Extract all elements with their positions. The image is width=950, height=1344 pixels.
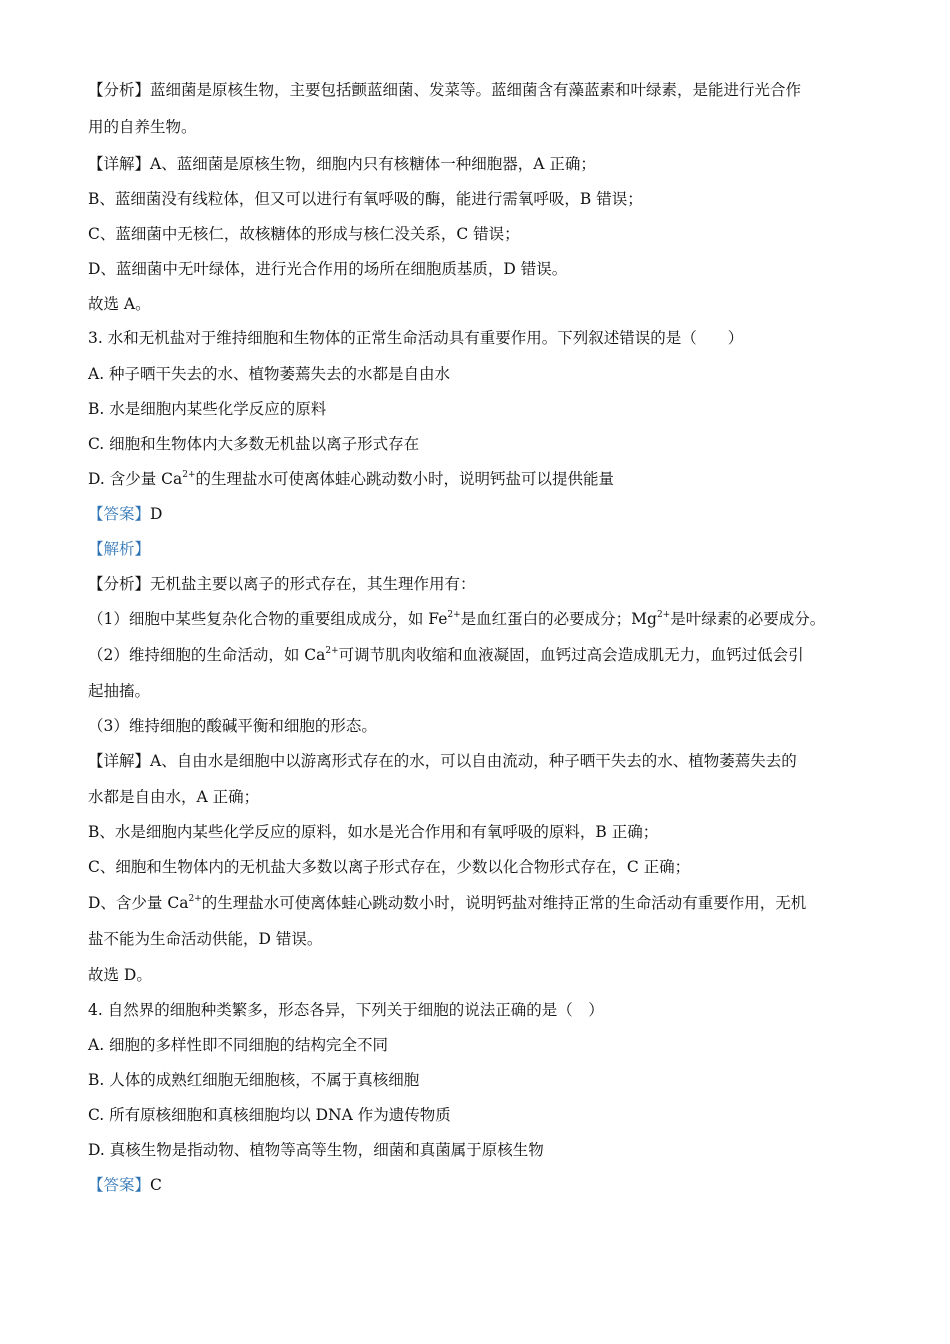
text-line	[88, 893, 806, 913]
text-run: C. 细胞和生物体内大多数无机盐以离子形式存在	[88, 435, 420, 453]
answer-line	[88, 504, 162, 524]
text-run: C. 所有原核细胞和真核细胞均以 DNA 作为遗传物质	[88, 1106, 451, 1124]
text-line	[88, 80, 801, 100]
question-4-option-b	[88, 1070, 419, 1090]
text-line	[88, 294, 151, 314]
answer-line	[88, 1175, 162, 1195]
text-run: 可调节肌肉收缩和血液凝固，血钙过高会造成肌无力，血钙过低会引	[338, 646, 804, 664]
superscript-charge: 2+	[447, 610, 461, 620]
question-4-option-a	[88, 1035, 388, 1055]
text-run: 故选 D。	[88, 966, 152, 984]
text-run: C	[150, 1176, 162, 1194]
text-run: C、蓝细菌中无核仁，故核糖体的形成与核仁没关系，C 错误；	[88, 225, 520, 243]
question-3-option-b	[88, 399, 326, 419]
section-label: 【解析】	[88, 540, 151, 558]
text-line	[88, 965, 152, 985]
text-run: 盐不能为生命活动供能，D 错误。	[88, 930, 323, 948]
text-run: B、水是细胞内某些化学反应的原料，如水是光合作用和有氧呼吸的原料，B 正确；	[88, 823, 659, 841]
text-run: 是血红蛋白的必要成分；Mg	[460, 610, 657, 628]
text-run: B. 水是细胞内某些化学反应的原料	[88, 400, 327, 418]
text-run: 【详解】A、自由水是细胞中以游离形式存在的水，可以自由流动，种子晒干失去的水、植物萎蔫失去的	[88, 752, 797, 770]
text-run: （2）维持细胞的生命活动，如 Ca	[88, 646, 326, 664]
question-4-option-c	[88, 1105, 451, 1125]
text-run: D. 真核生物是指动物、植物等高等生物，细菌和真菌属于原核生物	[88, 1141, 544, 1159]
text-run: B. 人体的成熟红细胞无细胞核，不属于真核细胞	[88, 1071, 420, 1089]
text-run: A. 种子晒干失去的水、植物萎蔫失去的水都是自由水	[88, 365, 451, 383]
text-line	[88, 929, 322, 949]
text-line	[88, 609, 825, 629]
text-run: （3）维持细胞的酸碱平衡和细胞的形态。	[88, 717, 377, 735]
text-run: A. 细胞的多样性即不同细胞的结构完全不同	[88, 1036, 389, 1054]
text-line	[88, 259, 567, 279]
question-3-option-c	[88, 434, 419, 454]
superscript-charge: 2+	[188, 894, 202, 904]
text-line	[88, 681, 150, 701]
text-line	[88, 857, 690, 877]
text-run: 用的自养生物。	[88, 118, 197, 136]
text-run: 起抽搐。	[88, 682, 151, 700]
text-run: 故选 A。	[88, 295, 151, 313]
text-line	[88, 822, 658, 842]
text-run: 【详解】A、蓝细菌是原核生物，细胞内只有核糖体一种细胞器，A 正确；	[88, 155, 596, 173]
section-label: 【答案】	[88, 505, 151, 523]
superscript-charge: 2+	[182, 470, 196, 480]
question-3-stem	[88, 328, 743, 348]
text-line	[88, 189, 643, 209]
text-line	[88, 645, 804, 665]
superscript-charge: 2+	[656, 610, 671, 620]
text-run: 3. 水和无机盐对于维持细胞和生物体的正常生命活动具有重要作用。下列叙述错误的是（ ）	[88, 329, 744, 347]
text-run: 【分析】无机盐主要以离子的形式存在，其生理作用有：	[88, 575, 476, 593]
text-line	[88, 224, 520, 244]
question-3-option-a	[88, 364, 450, 384]
text-run: B、蓝细菌没有线粒体，但又可以进行有氧呼吸的酶，能进行需氧呼吸，B 错误；	[88, 190, 643, 208]
text-run: 4. 自然界的细胞种类繁多，形态各异，下列关于细胞的说法正确的是（ ）	[88, 1001, 604, 1019]
text-run: 是叶绿素的必要成分。	[670, 610, 826, 628]
text-run: 【分析】蓝细菌是原核生物，主要包括颤蓝细菌、发菜等。蓝细菌含有藻蓝素和叶绿素，是能进行光合作	[88, 81, 802, 99]
text-run: C、细胞和生物体内的无机盐大多数以离子形式存在，少数以化合物形式存在，C 正确；	[88, 858, 691, 876]
text-line	[88, 117, 197, 137]
question-3-option-d	[88, 469, 614, 489]
superscript-charge: 2+	[325, 646, 339, 656]
text-line	[88, 716, 377, 736]
text-run: D. 含少量 Ca	[88, 470, 183, 488]
question-4-stem	[88, 1000, 604, 1020]
text-line	[88, 154, 596, 174]
text-line	[88, 751, 797, 771]
text-line	[88, 787, 259, 807]
text-run: D、含少量 Ca	[88, 894, 189, 912]
section-label: 【答案】	[88, 1176, 151, 1194]
analysis-heading	[88, 539, 150, 559]
text-run: 水都是自由水，A 正确；	[88, 788, 260, 806]
question-4-option-d	[88, 1140, 544, 1160]
text-run: （1）细胞中某些复杂化合物的重要组成成分，如 Fe	[88, 610, 448, 628]
text-run: 的生理盐水可使离体蛙心跳动数小时，说明钙盐对维持正常的生命活动有重要作用，无机	[201, 894, 807, 912]
text-run: D、蓝细菌中无叶绿体，进行光合作用的场所在细胞质基质，D 错误。	[88, 260, 568, 278]
text-run: D	[150, 505, 163, 523]
text-line	[88, 574, 476, 594]
text-run: 的生理盐水可使离体蛙心跳动数小时，说明钙盐可以提供能量	[195, 470, 615, 488]
